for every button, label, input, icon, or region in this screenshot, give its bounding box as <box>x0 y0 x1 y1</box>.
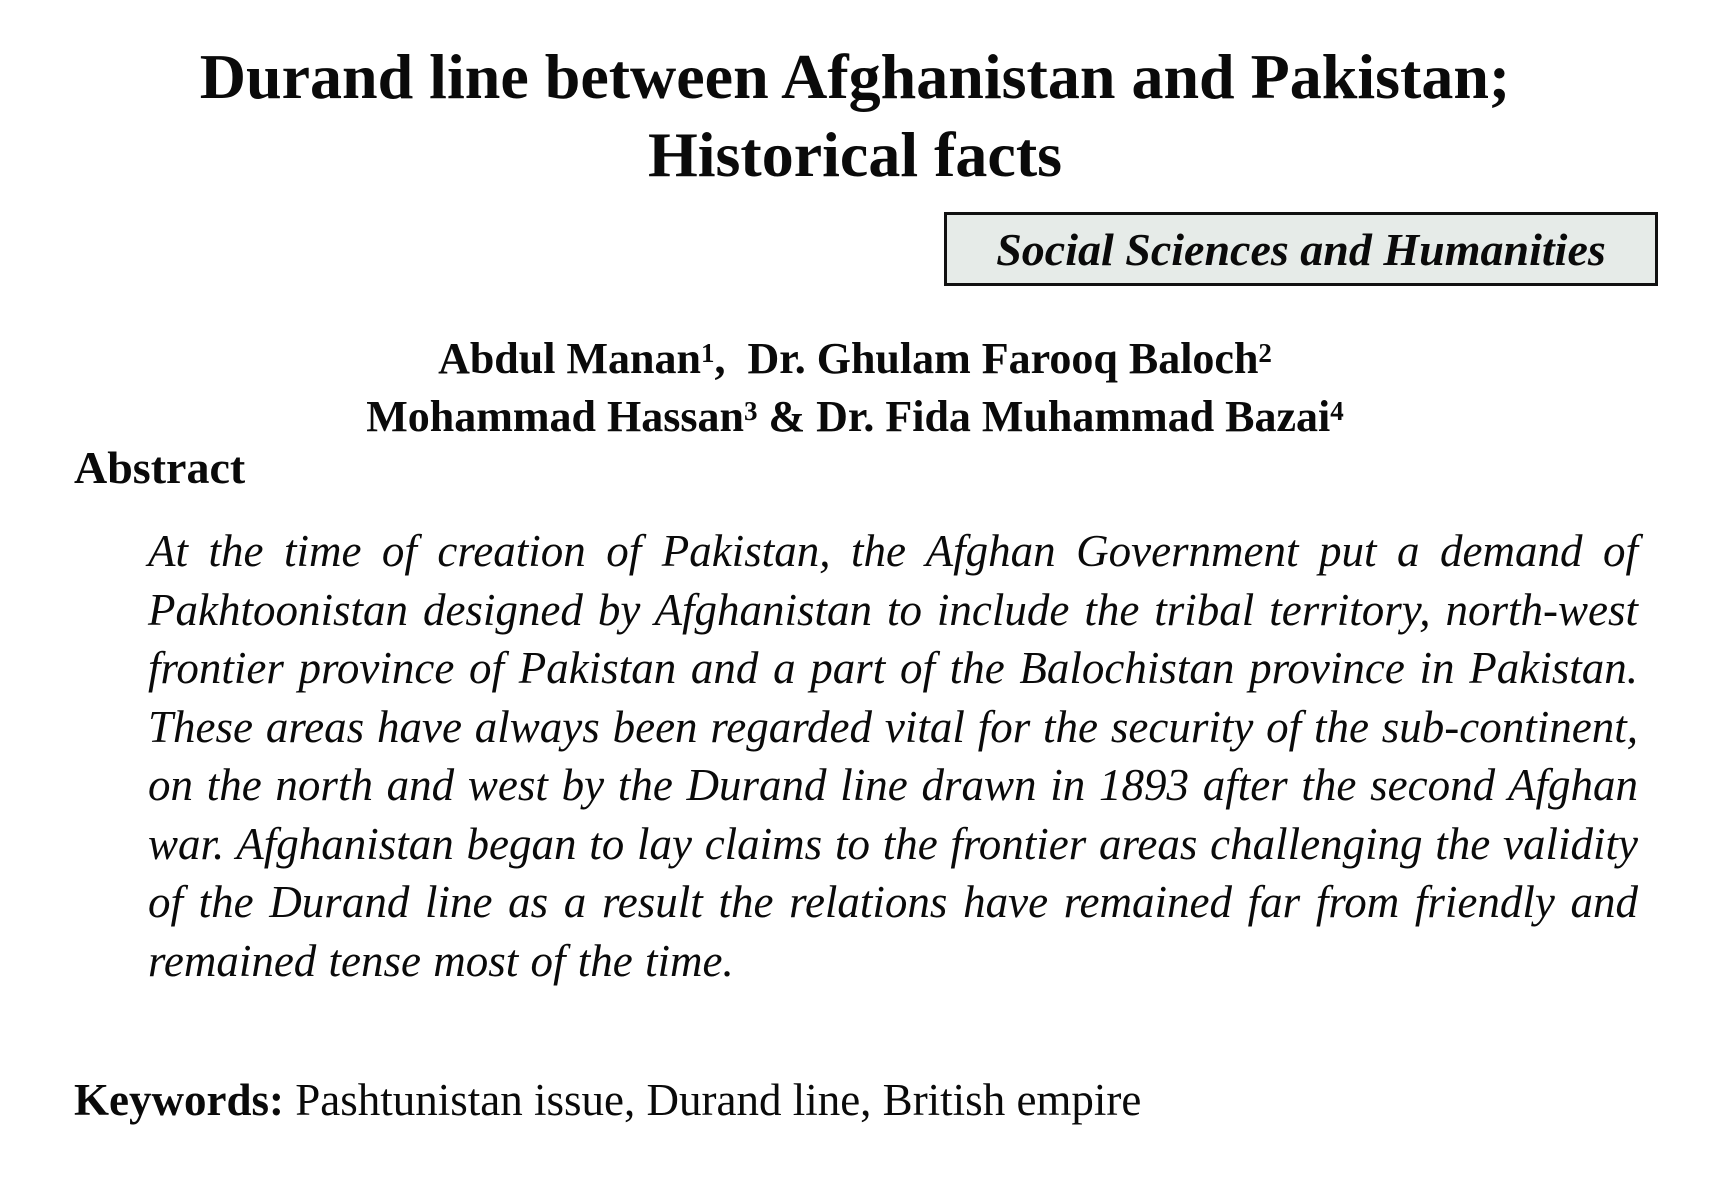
author-line-1 <box>0 330 1710 388</box>
author-separator: , <box>714 334 748 383</box>
author-affiliation-mark: 3 <box>743 396 758 426</box>
author-affiliation-mark: 4 <box>1330 396 1344 426</box>
subject-category-box <box>944 212 1658 286</box>
title-line-1: Durand line between Afghanistan and Pakistan; <box>199 41 1511 112</box>
author-name: Dr. Fida Muhammad Bazai <box>816 392 1331 441</box>
keywords-text: Pashtunistan issue, Durand line, British empire <box>283 1075 1142 1125</box>
title-line-2: Historical facts <box>647 119 1063 190</box>
keywords-label: Keywords: <box>74 1075 284 1125</box>
abstract-heading: Abstract <box>74 442 246 493</box>
author-affiliation-mark: 2 <box>1258 338 1272 368</box>
author-affiliation-mark: 1 <box>700 338 715 368</box>
author-name: Abdul Manan <box>438 334 701 383</box>
author-name: Mohammad Hassan <box>366 392 744 441</box>
author-line-2 <box>0 388 1710 446</box>
subject-category-label: Social Sciences and Humanities <box>996 223 1606 275</box>
author-name: Dr. Ghulam Farooq Baloch <box>747 334 1259 383</box>
paper-title <box>0 38 1710 194</box>
keywords-line <box>74 1072 1141 1128</box>
author-separator: & <box>757 392 817 441</box>
author-list <box>0 330 1710 446</box>
abstract-text: At the time of creation of Pakistan, the Afghan Government put a demand of Pakhtoonistan designed by Afghanistan to include the tribal territory, north-west frontier province of Pakistan and a part of the Balochistan province in Pakistan. These areas have always been regarded vital for the security of the sub-continent, on the north and west by the Durand line drawn in 1893 after the second Afghan war. Afghanistan began to lay claims to the frontier areas challenging the validity of the Durand line as a result the relations have remained far from friendly and remained tense most of the time. <box>148 526 1638 986</box>
